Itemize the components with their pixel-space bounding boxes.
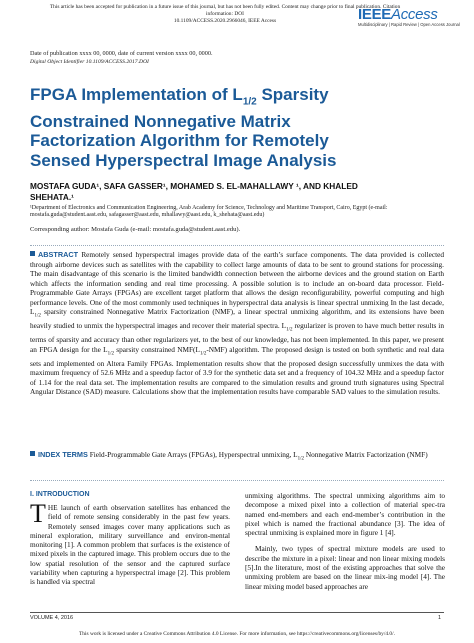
intro-paragraph-2: Mainly, two types of spectral mixture models are used to describe the mixture in a pixel: linear and non linear mixing models [5].In the literature, most of the existing approaches that solve the unmixing problem are based on the linear mix-ing model [4]. The linear mixing model based approaches are (245, 544, 445, 591)
logo-brand-italic: Access (390, 6, 438, 23)
index-terms-bottom-divider (30, 480, 444, 481)
footer-page-number: 1 (438, 615, 442, 621)
footer-divider (30, 612, 444, 613)
publication-dates: Date of publication xxxx 00, 0000, date of current version xxxx 00, 0000. (30, 50, 213, 57)
ieee-access-logo (358, 6, 462, 27)
top-notice-line1: This article has been accepted for publication in a future issue of this journal, but has not been fully edited. Content may change prior to final publication. Citation information: DOI (49, 4, 401, 17)
top-notice-line2: 10.1109/ACCESS.2020.2966046, IEEE Access (173, 17, 277, 24)
top-notice (40, 4, 410, 24)
footer-license: This work is licensed under a Creative Commons Attribution 4.0 License. For more information, see https://creativecommons.org/licenses/by/4.0/. (79, 631, 395, 637)
footer-volume: VOLUME 4, 2016 (30, 615, 74, 621)
paper-title: FPGA Implementation of $L_{1/2}$ Sparsity Constrained Nonnegative Matrix Factorization Algorithm for Remotely Sensed Hyperspectral Image Analysis (30, 85, 337, 170)
index-terms-label: INDEX TERMS (38, 450, 88, 459)
doi: Digital Object Identifier 10.1109/ACCESS.2017.DOI (30, 59, 149, 65)
abstract-marker-icon (30, 251, 35, 256)
abstract-label: ABSTRACT (38, 250, 79, 259)
index-terms-marker-icon (30, 451, 35, 456)
corresponding-author: Corresponding author: Mostafa Guda (e-mail: mostafa.guda@student.aast.edu). (30, 226, 241, 233)
logo-tagline: Multidisciplinary | Rapid Review | Open Access Journal (358, 22, 460, 27)
dropcap-letter: T (30, 499, 46, 528)
author-list: MOSTAFA GUDA¹, SAFA GASSER¹, MOHAMED S. EL-MAHALLAWY ¹, AND KHALED SHEHATA.¹ (30, 181, 358, 202)
section-heading-introduction: I. INTRODUCTION (30, 491, 90, 498)
affiliation: ¹Department of Electronics and Communication Engineering, Arab Academy for Science, Technology and Maritime Transport, Cairo, Egypt (e-mail: mostafa.guda@student.aast.edu, safagasser@aast.edu, mhallawy@aast.edu, k_shehata@aast.edu) (30, 205, 388, 219)
abstract-top-divider (30, 245, 444, 246)
abstract: ABSTRACT Remotely sensed hyperspectral images provide data of the earth’s surface components. The data provided is collected through airborne devices such as satellites with the capability to collect large amounts of data to be sent to ground stations for processing. The main disadvantage of this scenario is the limited bandwidth connection between the airborne devices and the ground station on Earth which affects the information sending and real time processing. A possible solution is to include an on-board data processor. Field-Programmable Gate Arrays (FPGAs) are excellent target platform that allows the design reconfigurability, powerful computing and high performance levels. One of the most commonly used techniques in hyperspectral data analysis is linear spectral unmixing In the last decade, $L_{1/2}$ sparsity constrained Nonnegative Matrix Factorization (NMF), a linear spectral unmixing algorithm, and its extensions have been heavily studied to unmix the hyperspectral images and recover their material spectra. $L_{1/2}$ regularizer is proven to have much better results in terms of sparsity and accuracy than other regularizers yet, to the best of our knowledge, has not been implemented. In this paper, we present an FPGA design for the $L_{1/2}$ sparsity constrained $NMF(L_{1/2}-NMF)$ algorithm. The proposed design is tested on both synthetic and real data sets and implemented on Altera Family FPGAs. Implementation results show that the proposed design successfully unmixes the data with maximum frequency of 52.6 MHz and a speedup factor of 3.9 for the synthetic data set and a frequency of 104.32 MHz and a speedup factor of 1.14 for the real data set. The implementation results are compared to the simulation results and ground truth signatures using Spectral Angular Distance (SAD) measure. Calculations show that the implementation results have comparable SAD values to the simulation results. (30, 250, 445, 397)
intro-paragraph-1: unmixing algorithms. The spectral unmixing algorithms aim to decompose a mixed pixel into a collection of material spec-tra named end-members and each end-member’s contribution in the pixel which is named the fractional abundance [3]. The idea of spectral unmixing is explained more in figure 1 [4]. (245, 491, 445, 538)
index-terms: INDEX TERMS Field-Programmable Gate Arrays (FPGAs), Hyperspectral unmixing, $L_{1/2}$ Nonnegative Matrix Factorization (NMF) (30, 450, 444, 464)
intro-right-column (245, 491, 445, 591)
logo-brand: IEEE (358, 6, 391, 23)
intro-left-column: THE launch of earth observation satellites has enhanced the field of remote sensing considerably in the past few years. Remotely sensed images cover many applications such as mineral exploration, military surveillance and environ-mental monitoring [1]. A common problem that surfaces is the existence of mixed pixels in the captured image. This problem occurs due to the low spatial resolution of the sensor and the captured surface variability when capturing a hyperspectral image [2]. This problem is handled via spectral (30, 499, 230, 587)
